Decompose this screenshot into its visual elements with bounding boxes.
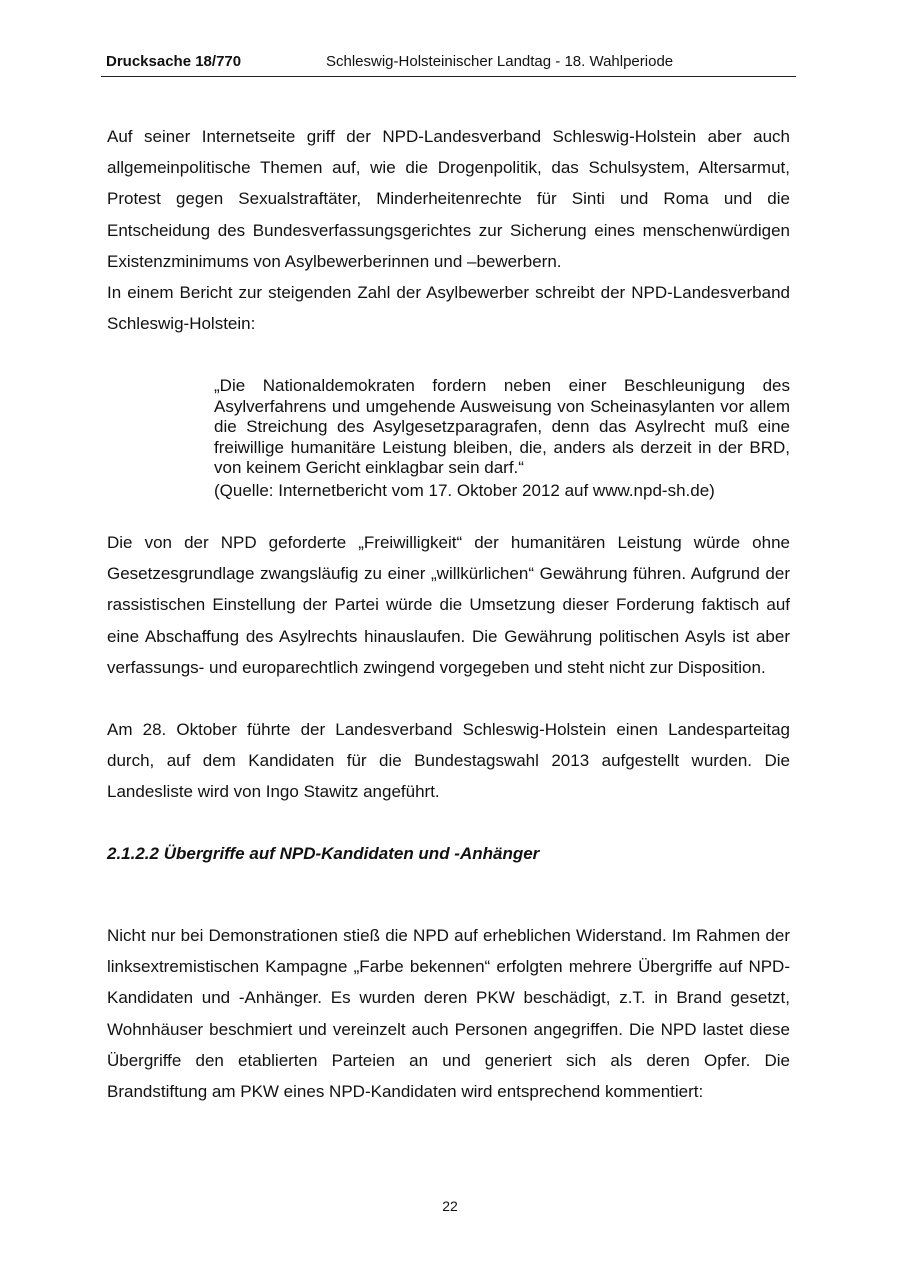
block-quote: „Die Nationaldemokraten fordern neben einer Beschleunigung des Asylverfahrens und umgehende Ausweisung von Scheinasylanten vor allem die Streichung des Asylgesetzparagrafen, denn das Asylrecht muß eine freiwillige humanitäre Leistung bleiben, die, anders als derzeit in der BRD, von keinem Gericht einklagbar sein darf.“ bbox=[214, 376, 790, 478]
header-title: Schleswig-Holsteinischer Landtag - 18. Wahlperiode bbox=[326, 53, 674, 70]
paragraph-voluntariness: Die von der NPD geforderte „Freiwilligkeit“ der humanitären Leistung würde ohne Gesetzesgrundlage zwangsläufig zu einer „willkürlichen“ Gewährung führen. Aufgrund der rassistischen Einstellung der Partei würde die Umsetzung dieser Forderung faktisch auf eine Abschaffung des Asylrechts hinauslaufen. Die Gewährung politischen Asyls ist aber verfassungs- und europarechtlich zwingend vorgegeben und steht nicht zur Disposition. bbox=[107, 533, 790, 677]
page-number: 22 bbox=[442, 1198, 458, 1214]
quote-source: (Quelle: Internetbericht vom 17. Oktober 2012 auf www.npd-sh.de) bbox=[214, 481, 715, 500]
paragraph-attacks: Nicht nur bei Demonstrationen stieß die NPD auf erheblichen Widerstand. Im Rahmen der linksextremistischen Kampagne „Farbe bekennen“ erfolgten mehrere Übergriffe auf NPD-Kandidaten und -Anhänger. Es wurden deren PKW beschädigt, z.T. in Brand gesetzt, Wohnhäuser beschmiert und vereinzelt auch Personen angegriffen. Die NPD lastet diese Übergriffe den etablierten Parteien an und generiert sich als deren Opfer. Die Brandstiftung am PKW eines NPD-Kandidaten wird entsprechend kommentiert: bbox=[107, 926, 790, 1102]
page-header bbox=[101, 50, 796, 77]
document-number: Drucksache 18/770 bbox=[106, 53, 242, 70]
section-heading: 2.1.2.2 Übergriffe auf NPD-Kandidaten und -Anhänger bbox=[107, 844, 540, 863]
paragraph-report-intro: In einem Bericht zur steigenden Zahl der Asylbewerber schreibt der NPD-Landesverband Schleswig-Holstein: bbox=[107, 283, 790, 334]
paragraph-internet-topics: Auf seiner Internetseite griff der NPD-Landesverband Schleswig-Holstein aber auch allgemeinpolitische Themen auf, wie die Drogenpolitik, das Schulsystem, Altersarmut, Protest gegen Sexualstraftäter, Minderheitenrechte für Sinti und Roma und die Entscheidung des Bundesverfassungsgerichtes zur Sicherung eines menschenwürdigen Existenzminimums von Asylbewerberinnen und –bewerbern. bbox=[107, 127, 790, 271]
paragraph-party-congress: Am 28. Oktober führte der Landesverband Schleswig-Holstein einen Landesparteitag durch, auf dem Kandidaten für die Bundestagswahl 2013 aufgestellt wurden. Die Landesliste wird von Ingo Stawitz angeführt. bbox=[107, 720, 790, 802]
